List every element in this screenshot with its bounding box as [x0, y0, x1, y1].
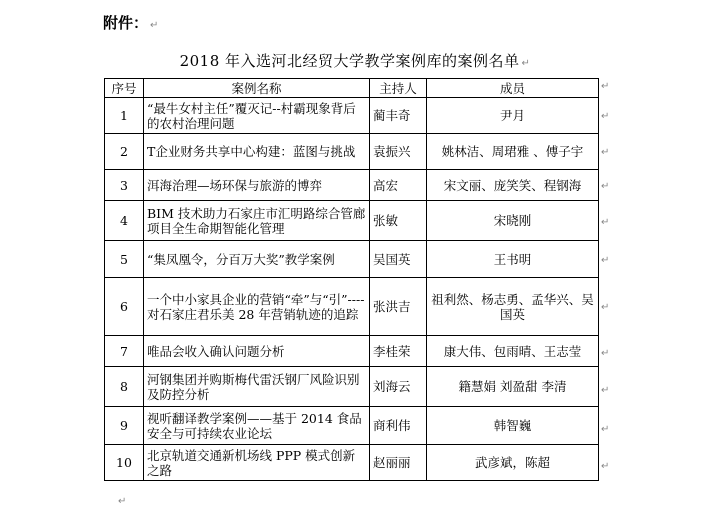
table-row: [105, 445, 599, 481]
table-row: [105, 134, 599, 170]
row-end-mark-icon: ↵: [601, 147, 610, 158]
table-row: [105, 407, 599, 445]
attachment-label: 附件： ↵: [103, 14, 159, 32]
row-number: 10: [105, 445, 144, 481]
host-name: 赵丽丽: [370, 445, 427, 481]
row-end-mark-icon: ↵: [601, 461, 610, 472]
header-members: 成员: [427, 79, 599, 98]
case-list-table: [104, 78, 599, 481]
case-name: 视听翻译教学案例——基于 2014 食品安全与可持续农业论坛: [144, 407, 370, 445]
row-number: 5: [105, 241, 144, 278]
table-row: [105, 201, 599, 241]
case-name: T企业财务共享中心构建：蓝图与挑战: [144, 134, 370, 170]
header-host: 主持人: [370, 79, 427, 98]
members: 宋文丽、庞笑笑、程钢海: [427, 170, 599, 201]
row-number: 7: [105, 336, 144, 367]
host-name: 高宏: [370, 170, 427, 201]
table-header-row: [105, 79, 599, 98]
table-row: [105, 336, 599, 367]
case-name: 洱海治理—场环保与旅游的博弈: [144, 170, 370, 201]
table-row: [105, 367, 599, 407]
row-number: 6: [105, 278, 144, 336]
document-title: 2018 年入选河北经贸大学教学案例库的案例名单 ↵: [179, 52, 531, 70]
row-number: 9: [105, 407, 144, 445]
host-name: 吴国英: [370, 241, 427, 278]
host-name: 刘海云: [370, 367, 427, 407]
host-name: 张敏: [370, 201, 427, 241]
table-row: [105, 98, 599, 134]
table-row: [105, 278, 599, 336]
host-name: 商利伟: [370, 407, 427, 445]
members: 宋晓刚: [427, 201, 599, 241]
row-number: 1: [105, 98, 144, 134]
case-name: 北京轨道交通新机场线 PPP 模式创新之路: [144, 445, 370, 481]
row-number: 2: [105, 134, 144, 170]
members: 韩智巍: [427, 407, 599, 445]
row-end-mark-icon: ↵: [601, 424, 610, 435]
row-end-mark-icon: ↵: [601, 111, 610, 122]
row-end-mark-icon: ↵: [601, 348, 610, 359]
members: 康大伟、包雨晴、王志莹: [427, 336, 599, 367]
case-name: 河钢集团并购斯梅代雷沃钢厂风险识别及防控分析: [144, 367, 370, 407]
row-number: 3: [105, 170, 144, 201]
row-number: 8: [105, 367, 144, 407]
members: 武彦斌，陈超: [427, 445, 599, 481]
members: 王书明: [427, 241, 599, 278]
members: 姚林洁、周珺雅 、傅子宇: [427, 134, 599, 170]
case-name: “集凤凰令，分百万大奖”教学案例: [144, 241, 370, 278]
header-case-name: 案例名称: [144, 79, 370, 98]
case-name: 一个中小家具企业的营销“牵”与“引”----对石家庄君乐美 28 年营销轨迹的追踪: [144, 278, 370, 336]
paragraph-mark-icon: ↵: [150, 20, 159, 31]
row-end-mark-icon: ↵: [601, 255, 610, 266]
row-end-mark-icon: ↵: [601, 81, 610, 92]
members: 尹月: [427, 98, 599, 134]
host-name: 张洪吉: [370, 278, 427, 336]
host-name: 袁振兴: [370, 134, 427, 170]
paragraph-mark-icon: ↵: [521, 58, 531, 69]
case-name: “最牛女村主任”覆灭记--村霸现象背后的农村治理问题: [144, 98, 370, 134]
header-number: 序号: [105, 79, 144, 98]
row-end-mark-icon: ↵: [601, 181, 610, 192]
members: 籍慧娟 刘盈甜 李清: [427, 367, 599, 407]
row-end-mark-icon: ↵: [601, 385, 610, 396]
case-name: 唯品会收入确认问题分析: [144, 336, 370, 367]
host-name: 李桂荣: [370, 336, 427, 367]
case-name: BIM 技术助力石家庄市汇明路综合管廊项目全生命期智能化管理: [144, 201, 370, 241]
row-number: 4: [105, 201, 144, 241]
row-end-mark-icon: ↵: [601, 217, 610, 228]
table-row: [105, 241, 599, 278]
table-row: [105, 170, 599, 201]
paragraph-mark-icon: ↵: [118, 496, 127, 507]
row-end-mark-icon: ↵: [601, 302, 610, 313]
host-name: 蔺丰奇: [370, 98, 427, 134]
members: 祖利然、杨志勇、孟华兴、吴国英: [427, 278, 599, 336]
